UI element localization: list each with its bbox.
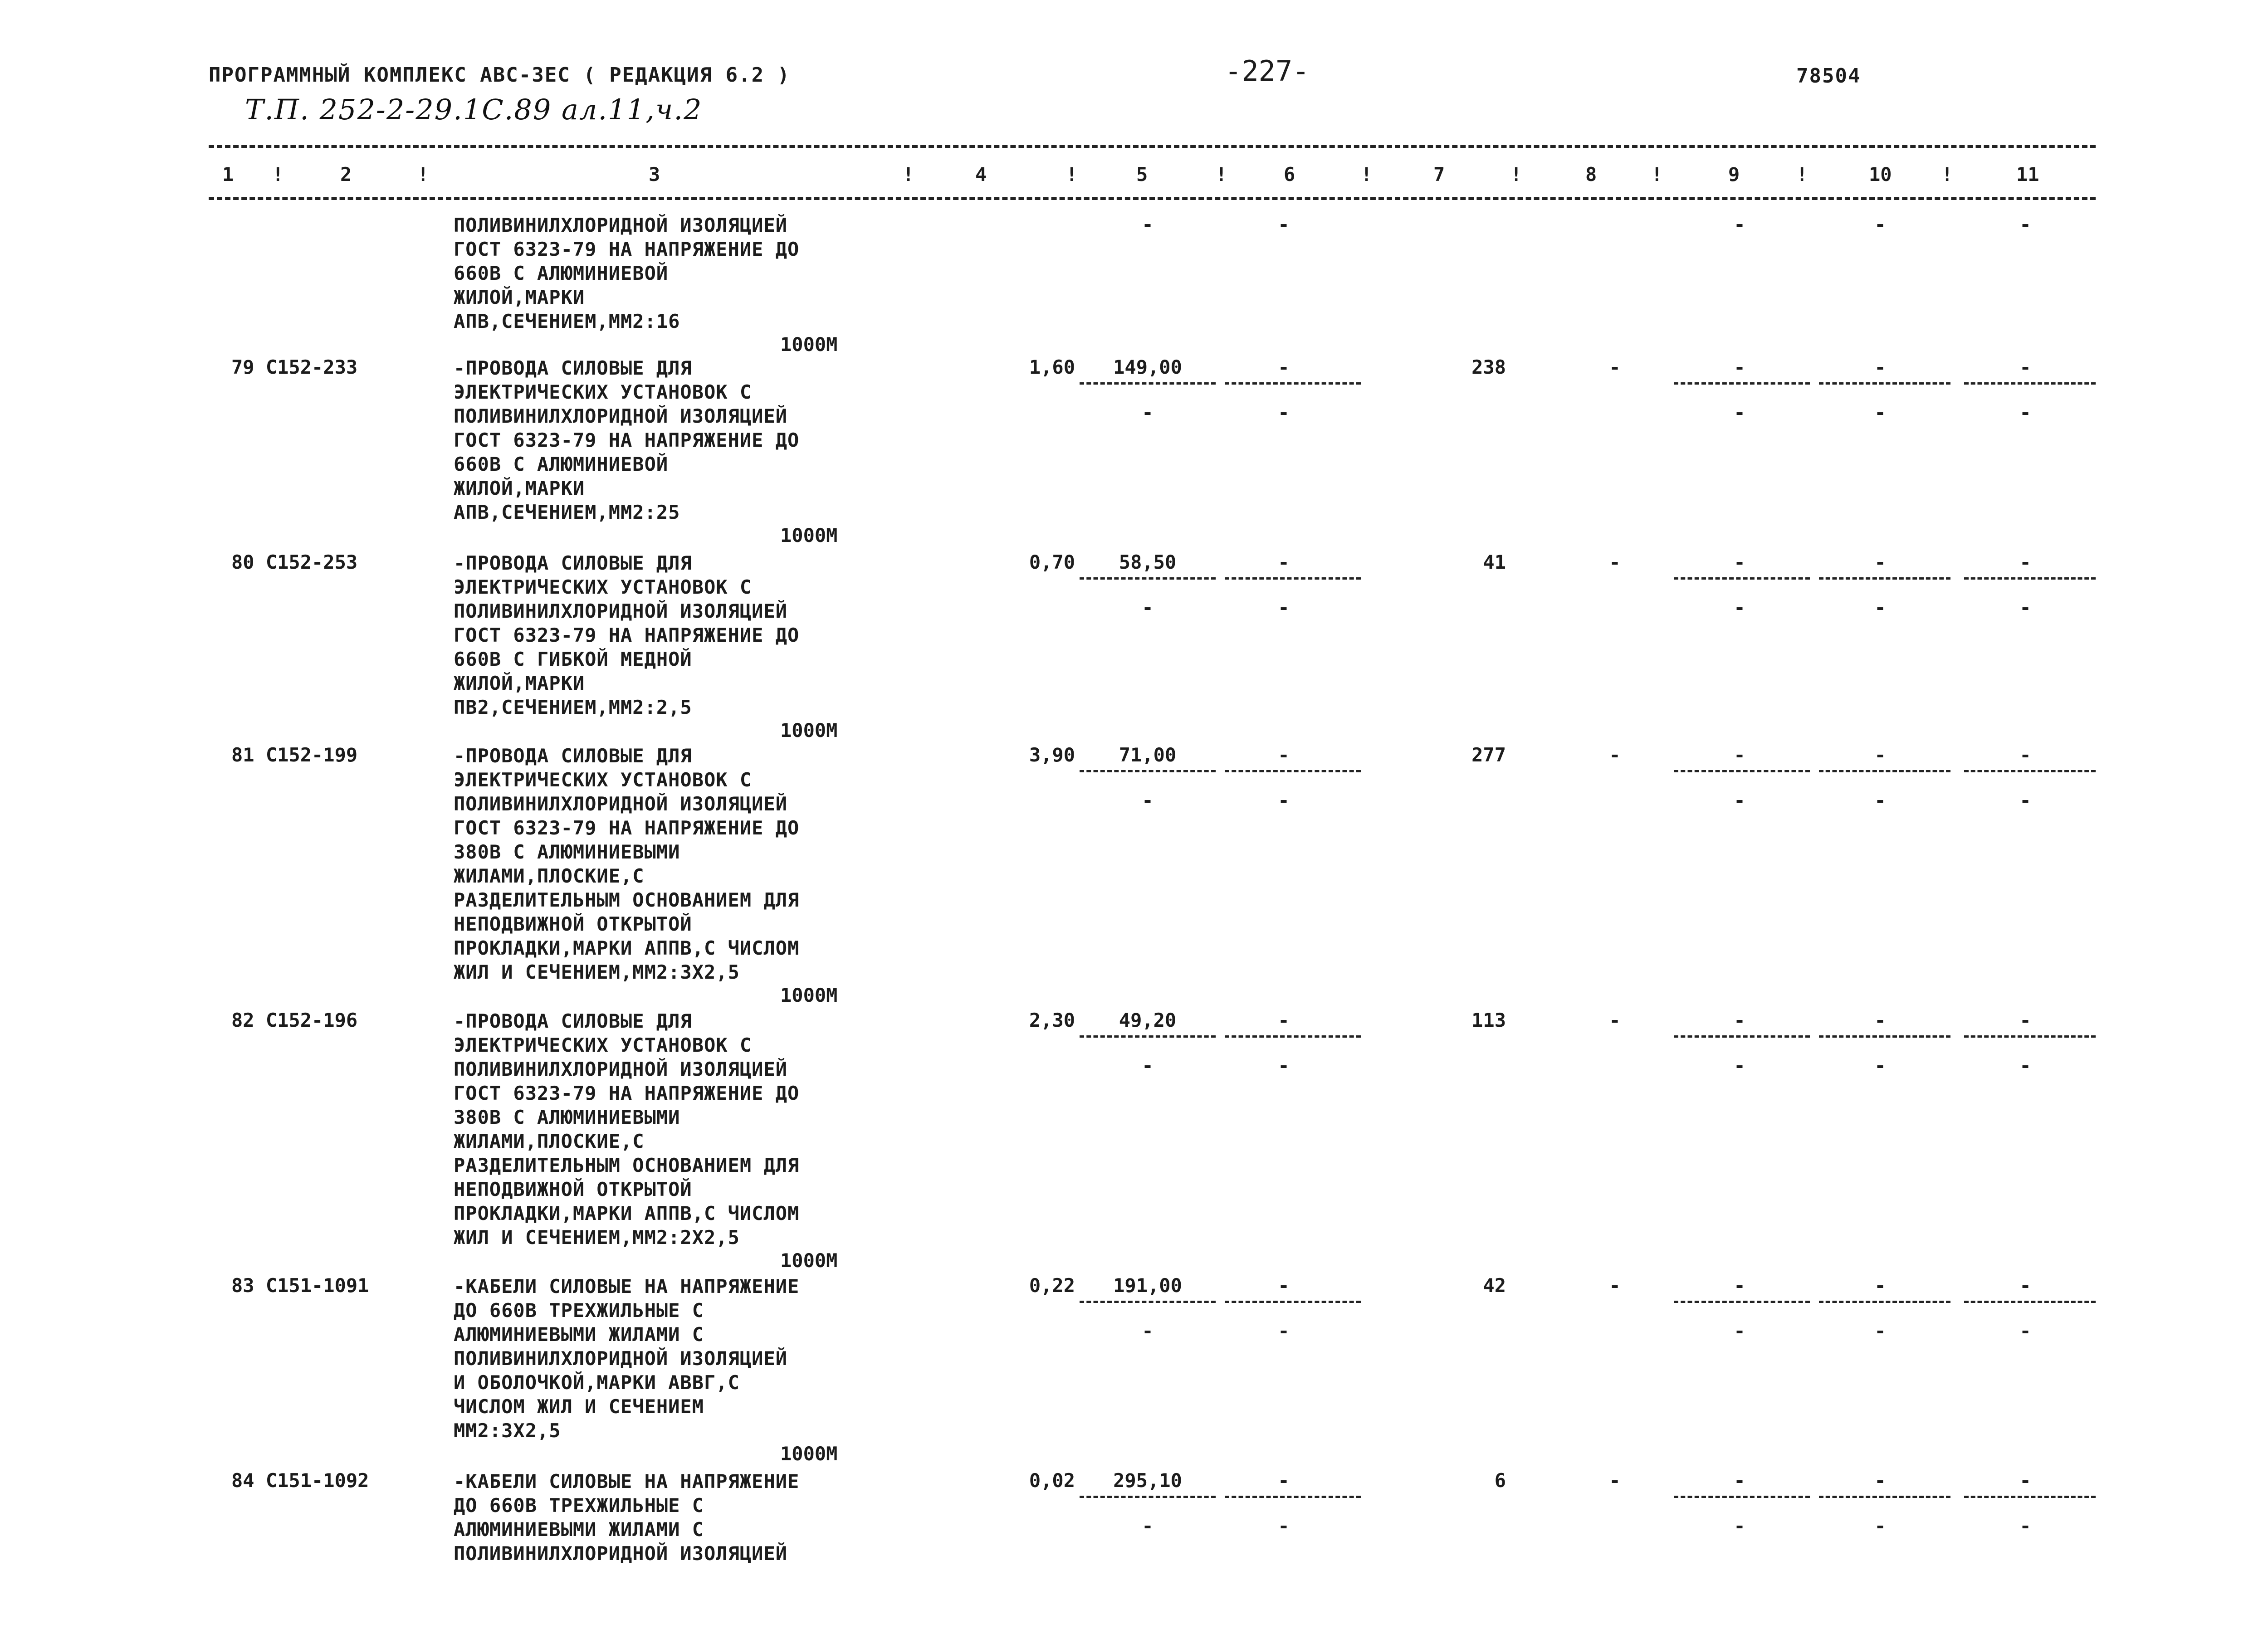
cell-c11-lower: - xyxy=(2019,596,2031,619)
cell-divider-line xyxy=(1225,770,1361,772)
row-code: 81 С152-199 xyxy=(231,744,358,766)
description-line: АПВ,СЕЧЕНИЕМ,ММ2:16 xyxy=(454,310,680,332)
cell-c8: - xyxy=(1609,1469,1621,1492)
cell-divider-line xyxy=(1819,1035,1950,1038)
description-line: ПРОКЛАДКИ,МАРКИ АППВ,С ЧИСЛОМ xyxy=(454,937,800,959)
cell-c4: 1,60 xyxy=(1029,356,1075,378)
page-number: -227- xyxy=(1225,54,1310,88)
description-line: НЕПОДВИЖНОЙ ОТКРЫТОЙ xyxy=(454,913,692,935)
description-line: ПРОКЛАДКИ,МАРКИ АППВ,С ЧИСЛОМ xyxy=(454,1202,800,1224)
description-line: ЧИСЛОМ ЖИЛ И СЕЧЕНИЕМ xyxy=(454,1395,704,1418)
column-header-2: 2 xyxy=(340,163,352,185)
cell-divider-line xyxy=(1080,770,1216,772)
description-line: 660В С АЛЮМИНИЕВОЙ xyxy=(454,262,669,284)
column-header-5: 5 xyxy=(1136,163,1148,185)
row-unit: 1000М xyxy=(780,333,838,356)
cell-c7: 238 xyxy=(1471,356,1506,378)
cell-divider-line xyxy=(1964,1035,2096,1038)
cell-c8: - xyxy=(1609,1274,1621,1297)
column-header-4: 4 xyxy=(975,163,987,185)
description-line: ГОСТ 6323-79 НА НАПРЯЖЕНИЕ ДО xyxy=(454,429,800,451)
cell-c10: - xyxy=(1874,356,1886,378)
cell-divider-line xyxy=(1080,1301,1216,1303)
cell-c6: - xyxy=(1278,1009,1290,1031)
cell-c8: - xyxy=(1609,1009,1621,1031)
description-line: РАЗДЕЛИТЕЛЬНЫМ ОСНОВАНИЕМ ДЛЯ xyxy=(454,889,800,911)
cell-c8: - xyxy=(1609,356,1621,378)
cell-divider-line xyxy=(1819,1301,1950,1303)
handwritten-note: Т.П. 252-2-29.1С.89 ал.11,ч.2 xyxy=(245,93,703,126)
cell-c5: 71,00 xyxy=(1119,744,1177,766)
column-separator: ! xyxy=(272,163,284,185)
cell-c11: - xyxy=(2019,356,2031,378)
cell-c8: - xyxy=(1609,551,1621,573)
cell-c10-lower: - xyxy=(1874,1515,1886,1537)
cell-c9-lower: - xyxy=(1734,596,1745,619)
cell-c10: - xyxy=(1874,1009,1886,1031)
cell-c5-lower: - xyxy=(1142,401,1154,424)
description-line: ЖИЛОЙ,МАРКИ xyxy=(454,286,585,308)
cell-divider-line xyxy=(1225,382,1361,385)
description-line: ЖИЛ И СЕЧЕНИЕМ,ММ2:2Х2,5 xyxy=(454,1226,740,1249)
cell-c9: - xyxy=(1734,356,1745,378)
cell-c7: 277 xyxy=(1471,744,1506,766)
cell-divider-line xyxy=(1080,382,1216,385)
row-code: 83 С151-1091 xyxy=(231,1274,369,1297)
cell-c11: - xyxy=(2019,1274,2031,1297)
cell-c8: - xyxy=(1609,744,1621,766)
description-line: ЭЛЕКТРИЧЕСКИХ УСТАНОВОК С xyxy=(454,1034,752,1056)
cell-c10: - xyxy=(1874,1274,1886,1297)
row-description xyxy=(454,213,799,333)
row-description xyxy=(454,1009,799,1249)
cell-c9-lower: - xyxy=(1734,1320,1745,1342)
cell-c11-lower: - xyxy=(2019,789,2031,811)
cell-c11-lower: - xyxy=(2019,1515,2031,1537)
description-line: ГОСТ 6323-79 НА НАПРЯЖЕНИЕ ДО xyxy=(454,624,800,646)
cell-c9: - xyxy=(1734,1469,1745,1492)
cell-divider-line xyxy=(1819,382,1950,385)
column-separator: ! xyxy=(1941,163,1953,185)
description-line: -КАБЕЛИ СИЛОВЫЕ НА НАПРЯЖЕНИЕ xyxy=(454,1470,800,1493)
description-line: -ПРОВОДА СИЛОВЫЕ ДЛЯ xyxy=(454,745,692,767)
row-code: 79 С152-233 xyxy=(231,356,358,378)
cell-divider-line xyxy=(1964,382,2096,385)
row-description xyxy=(454,1274,799,1443)
cell-c6-lower: - xyxy=(1278,401,1290,424)
cell-divider-line xyxy=(1225,1301,1361,1303)
description-line: ГОСТ 6323-79 НА НАПРЯЖЕНИЕ ДО xyxy=(454,817,800,839)
row-description xyxy=(454,1469,799,1566)
description-line: АЛЮМИНИЕВЫМИ ЖИЛАМИ С xyxy=(454,1518,704,1541)
description-line: -ПРОВОДА СИЛОВЫЕ ДЛЯ xyxy=(454,552,692,574)
description-line: -КАБЕЛИ СИЛОВЫЕ НА НАПРЯЖЕНИЕ xyxy=(454,1275,800,1297)
cell-c10: - xyxy=(1874,744,1886,766)
description-line: НЕПОДВИЖНОЙ ОТКРЫТОЙ xyxy=(454,1178,692,1200)
column-header-11: 11 xyxy=(2016,163,2039,185)
description-line: АПВ,СЕЧЕНИЕМ,ММ2:25 xyxy=(454,501,680,523)
cell-c10: - xyxy=(1874,551,1886,573)
cell-c6: - xyxy=(1278,1469,1290,1492)
cell-c6: - xyxy=(1278,551,1290,573)
description-line: ГОСТ 6323-79 НА НАПРЯЖЕНИЕ ДО xyxy=(454,1082,800,1104)
description-line: РАЗДЕЛИТЕЛЬНЫМ ОСНОВАНИЕМ ДЛЯ xyxy=(454,1154,800,1176)
row-code: 84 С151-1092 xyxy=(231,1469,369,1492)
cell-c7: 42 xyxy=(1483,1274,1506,1297)
column-separator: ! xyxy=(1066,163,1078,185)
cell-c9: - xyxy=(1734,213,1745,235)
row-unit: 1000М xyxy=(780,1443,838,1465)
cell-c6: - xyxy=(1278,356,1290,378)
cell-c11: - xyxy=(2019,1009,2031,1031)
cell-c11-lower: - xyxy=(2019,1320,2031,1342)
column-separator: ! xyxy=(1651,163,1663,185)
row-description xyxy=(454,551,799,719)
cell-c5-lower: - xyxy=(1142,1515,1154,1537)
description-line: 660В С ГИБКОЙ МЕДНОЙ xyxy=(454,648,692,670)
description-line: ПОЛИВИНИЛХЛОРИДНОЙ ИЗОЛЯЦИЕЙ xyxy=(454,405,788,427)
description-line: ЭЛЕКТРИЧЕСКИХ УСТАНОВОК С xyxy=(454,576,752,598)
cell-divider-line xyxy=(1225,577,1361,580)
description-line: ДО 660В ТРЕХЖИЛЬНЫЕ С xyxy=(454,1494,704,1517)
description-line: ЖИЛАМИ,ПЛОСКИЕ,С xyxy=(454,1130,645,1152)
program-title: ПРОГРАММНЫЙ КОМПЛЕКС АВС-3ЕС ( РЕДАКЦИЯ 6.2 ) xyxy=(209,63,791,87)
cell-c10-lower: - xyxy=(1874,1054,1886,1077)
description-line: 660В С АЛЮМИНИЕВОЙ xyxy=(454,453,669,475)
description-line: ГОСТ 6323-79 НА НАПРЯЖЕНИЕ ДО xyxy=(454,238,800,260)
description-line: 380В С АЛЮМИНИЕВЫМИ xyxy=(454,1106,680,1128)
column-separator: ! xyxy=(1510,163,1522,185)
cell-c6-lower: - xyxy=(1278,1054,1290,1077)
cell-c11: - xyxy=(2019,551,2031,573)
cell-c5: - xyxy=(1142,213,1154,235)
cell-c5-lower: - xyxy=(1142,596,1154,619)
cell-c5: 49,20 xyxy=(1119,1009,1177,1031)
document-code: 78504 xyxy=(1796,64,1861,88)
description-line: ММ2:3Х2,5 xyxy=(454,1419,561,1442)
description-line: ПОЛИВИНИЛХЛОРИДНОЙ ИЗОЛЯЦИЕЙ xyxy=(454,793,788,815)
description-line: ЖИЛ И СЕЧЕНИЕМ,ММ2:3Х2,5 xyxy=(454,961,740,983)
cell-c9-lower: - xyxy=(1734,1054,1745,1077)
column-header-1: 1 xyxy=(222,163,234,185)
cell-c9: - xyxy=(1734,551,1745,573)
row-code: 82 С152-196 xyxy=(231,1009,358,1031)
row-description xyxy=(454,744,799,984)
cell-c6: - xyxy=(1278,1274,1290,1297)
cell-divider-line xyxy=(1080,577,1216,580)
cell-c9-lower: - xyxy=(1734,789,1745,811)
column-header-10: 10 xyxy=(1869,163,1892,185)
header-rule-top xyxy=(209,145,2096,148)
description-line: -ПРОВОДА СИЛОВЫЕ ДЛЯ xyxy=(454,1010,692,1032)
column-header-3: 3 xyxy=(649,163,660,185)
cell-c5: 295,10 xyxy=(1113,1469,1182,1492)
row-description xyxy=(454,356,799,524)
description-line: ДО 660В ТРЕХЖИЛЬНЫЕ С xyxy=(454,1299,704,1322)
description-line: ЖИЛАМИ,ПЛОСКИЕ,С xyxy=(454,865,645,887)
cell-c4: 2,30 xyxy=(1029,1009,1075,1031)
cell-c5-lower: - xyxy=(1142,789,1154,811)
cell-c7: 41 xyxy=(1483,551,1506,573)
row-unit: 1000М xyxy=(780,524,838,546)
description-line: 380В С АЛЮМИНИЕВЫМИ xyxy=(454,841,680,863)
cell-divider-line xyxy=(1674,1035,1810,1038)
cell-c9: - xyxy=(1734,744,1745,766)
description-line: ЖИЛОЙ,МАРКИ xyxy=(454,477,585,499)
cell-c9-lower: - xyxy=(1734,1515,1745,1537)
cell-c9-lower: - xyxy=(1734,401,1745,424)
cell-c11-lower: - xyxy=(2019,1054,2031,1077)
cell-divider-line xyxy=(1819,770,1950,772)
cell-divider-line xyxy=(1225,1035,1361,1038)
cell-c11: - xyxy=(2019,1469,2031,1492)
description-line: ПОЛИВИНИЛХЛОРИДНОЙ ИЗОЛЯЦИЕЙ xyxy=(454,214,788,236)
cell-divider-line xyxy=(1964,770,2096,772)
column-header-9: 9 xyxy=(1728,163,1740,185)
column-header-7: 7 xyxy=(1433,163,1445,185)
description-line: АЛЮМИНИЕВЫМИ ЖИЛАМИ С xyxy=(454,1323,704,1346)
description-line: -ПРОВОДА СИЛОВЫЕ ДЛЯ xyxy=(454,357,692,379)
cell-c6: - xyxy=(1278,213,1290,235)
row-unit: 1000М xyxy=(780,1249,838,1272)
cell-c5-lower: - xyxy=(1142,1320,1154,1342)
row-code: 80 С152-253 xyxy=(231,551,358,573)
cell-c10: - xyxy=(1874,1469,1886,1492)
cell-divider-line xyxy=(1225,1496,1361,1498)
cell-c5-lower: - xyxy=(1142,1054,1154,1077)
column-separator: ! xyxy=(417,163,429,185)
cell-divider-line xyxy=(1080,1496,1216,1498)
cell-divider-line xyxy=(1674,577,1810,580)
cell-divider-line xyxy=(1674,1496,1810,1498)
cell-c6-lower: - xyxy=(1278,1320,1290,1342)
cell-c9: - xyxy=(1734,1274,1745,1297)
column-separator: ! xyxy=(1796,163,1808,185)
cell-divider-line xyxy=(1674,1301,1810,1303)
cell-c10: - xyxy=(1874,213,1886,235)
cell-divider-line xyxy=(1819,1496,1950,1498)
description-line: И ОБОЛОЧКОЙ,МАРКИ АВВГ,С xyxy=(454,1371,740,1394)
cell-c4: 0,70 xyxy=(1029,551,1075,573)
cell-c10-lower: - xyxy=(1874,401,1886,424)
row-unit: 1000М xyxy=(780,719,838,741)
cell-c10-lower: - xyxy=(1874,596,1886,619)
description-line: ЭЛЕКТРИЧЕСКИХ УСТАНОВОК С xyxy=(454,381,752,403)
cell-c4: 3,90 xyxy=(1029,744,1075,766)
description-line: ЖИЛОЙ,МАРКИ xyxy=(454,672,585,694)
cell-c4: 0,22 xyxy=(1029,1274,1075,1297)
description-line: ЭЛЕКТРИЧЕСКИХ УСТАНОВОК С xyxy=(454,769,752,791)
cell-divider-line xyxy=(1964,577,2096,580)
cell-c4: 0,02 xyxy=(1029,1469,1075,1492)
description-line: ПВ2,СЕЧЕНИЕМ,ММ2:2,5 xyxy=(454,696,692,718)
cell-c5: 58,50 xyxy=(1119,551,1177,573)
description-line: ПОЛИВИНИЛХЛОРИДНОЙ ИЗОЛЯЦИЕЙ xyxy=(454,1542,788,1565)
column-header-8: 8 xyxy=(1585,163,1597,185)
column-header-6: 6 xyxy=(1284,163,1295,185)
description-line: ПОЛИВИНИЛХЛОРИДНОЙ ИЗОЛЯЦИЕЙ xyxy=(454,1058,788,1080)
cell-divider-line xyxy=(1964,1496,2096,1498)
cell-c11-lower: - xyxy=(2019,401,2031,424)
cell-c10-lower: - xyxy=(1874,789,1886,811)
cell-c6: - xyxy=(1278,744,1290,766)
cell-c10-lower: - xyxy=(1874,1320,1886,1342)
cell-divider-line xyxy=(1964,1301,2096,1303)
cell-divider-line xyxy=(1674,770,1810,772)
description-line: ПОЛИВИНИЛХЛОРИДНОЙ ИЗОЛЯЦИЕЙ xyxy=(454,1347,788,1370)
cell-c6-lower: - xyxy=(1278,596,1290,619)
cell-c5: 191,00 xyxy=(1113,1274,1182,1297)
header-rule-bottom xyxy=(209,197,2096,200)
cell-c11: - xyxy=(2019,744,2031,766)
cell-c7: 113 xyxy=(1471,1009,1506,1031)
column-separator: ! xyxy=(903,163,914,185)
row-unit: 1000М xyxy=(780,984,838,1006)
column-separator: ! xyxy=(1216,163,1227,185)
cell-divider-line xyxy=(1080,1035,1216,1038)
cell-c11: - xyxy=(2019,213,2031,235)
cell-c9: - xyxy=(1734,1009,1745,1031)
cell-divider-line xyxy=(1819,577,1950,580)
cell-c5: 149,00 xyxy=(1113,356,1182,378)
cell-c7: 6 xyxy=(1494,1469,1506,1492)
description-line: ПОЛИВИНИЛХЛОРИДНОЙ ИЗОЛЯЦИЕЙ xyxy=(454,600,788,622)
cell-c6-lower: - xyxy=(1278,1515,1290,1537)
cell-c6-lower: - xyxy=(1278,789,1290,811)
cell-divider-line xyxy=(1674,382,1810,385)
column-separator: ! xyxy=(1361,163,1373,185)
